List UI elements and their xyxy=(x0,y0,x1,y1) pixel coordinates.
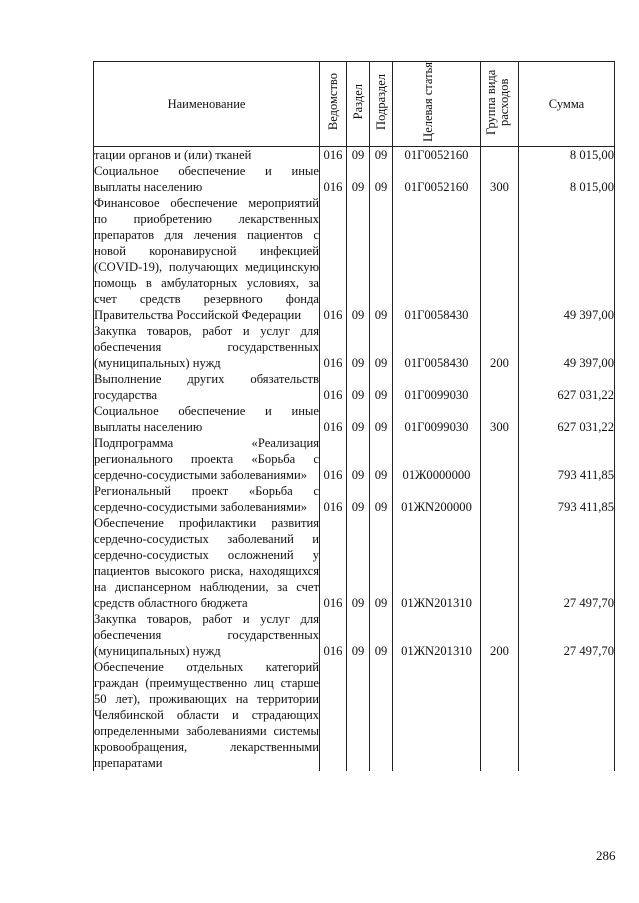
cell-dept: 016 xyxy=(320,435,347,483)
cell-sum: 8 015,00 xyxy=(519,147,615,164)
header-dept-label: Ведомство xyxy=(325,73,340,131)
cell-target: 01ЖN201310 xyxy=(393,515,481,611)
cell-name: тации органов и (или) тканей xyxy=(94,147,320,164)
cell-expense-group: 200 xyxy=(481,611,519,659)
table-body xyxy=(94,147,615,772)
cell-sum: 627 031,22 xyxy=(519,403,615,435)
header-dept xyxy=(320,62,347,147)
cell-target: 01Г0052160 xyxy=(393,147,481,164)
cell-section: 09 xyxy=(347,163,370,195)
cell-section: 09 xyxy=(347,195,370,323)
cell-expense-group xyxy=(481,435,519,483)
header-section xyxy=(347,62,370,147)
cell-expense-group xyxy=(481,483,519,515)
table-row xyxy=(94,515,615,611)
header-subsection xyxy=(370,62,393,147)
cell-target: 01Г0099030 xyxy=(393,371,481,403)
cell-dept: 016 xyxy=(320,163,347,195)
cell-dept: 016 xyxy=(320,323,347,371)
cell-sum: 627 031,22 xyxy=(519,371,615,403)
cell-section: 09 xyxy=(347,435,370,483)
cell-target: 01Г0099030 xyxy=(393,403,481,435)
cell-subsection: 09 xyxy=(370,323,393,371)
table-row xyxy=(94,611,615,659)
cell-target: 01Г0052160 xyxy=(393,163,481,195)
cell-sum: 793 411,85 xyxy=(519,435,615,483)
cell-subsection xyxy=(370,659,393,771)
cell-target xyxy=(393,659,481,771)
cell-target: 01ЖN200000 xyxy=(393,483,481,515)
cell-expense-group xyxy=(481,371,519,403)
cell-expense-group: 300 xyxy=(481,403,519,435)
cell-name: Финансовое обеспечение мероприятий по приобретению лекарственных препаратов для лечения пациентов с новой коронавирусной инфекцией (COVID-19), получающих медицинскую помощь в амбулаторных условиях, за счет средств резервного фонда Правительства Российской Федерации xyxy=(94,196,319,322)
cell-name: Социальное обеспечение и иные выплаты населению xyxy=(94,404,319,434)
cell-subsection: 09 xyxy=(370,371,393,403)
cell-name: Подпрограмма «Реализация регионального проекта «Борьба с сердечно-сосудистыми заболеваниями» xyxy=(94,436,319,482)
cell-subsection: 09 xyxy=(370,195,393,323)
table-row xyxy=(94,323,615,371)
cell-expense-group xyxy=(481,515,519,611)
cell-subsection: 09 xyxy=(370,163,393,195)
cell-subsection: 09 xyxy=(370,515,393,611)
cell-subsection: 09 xyxy=(370,147,393,164)
cell-dept: 016 xyxy=(320,515,347,611)
page-number: 286 xyxy=(596,848,616,863)
cell-expense-group: 200 xyxy=(481,323,519,371)
cell-sum: 27 497,70 xyxy=(519,515,615,611)
header-target xyxy=(393,62,481,147)
cell-name: Закупка товаров, работ и услуг для обеспечения государственных (муниципальных) нужд xyxy=(94,324,319,370)
cell-target: 01ЖN201310 xyxy=(393,611,481,659)
cell-expense-group xyxy=(481,147,519,164)
header-target-label: Целевая статья xyxy=(420,62,435,142)
cell-dept: 016 xyxy=(320,147,347,164)
header-sum: Сумма xyxy=(519,62,615,147)
cell-dept: 016 xyxy=(320,483,347,515)
table-header-row xyxy=(94,62,615,147)
cell-sum xyxy=(519,659,615,771)
header-name: Наименование xyxy=(94,62,320,147)
cell-dept xyxy=(320,659,347,771)
table-row xyxy=(94,435,615,483)
cell-sum: 8 015,00 xyxy=(519,163,615,195)
header-section-label: Раздел xyxy=(350,84,365,120)
budget-table xyxy=(93,61,615,771)
cell-sum: 49 397,00 xyxy=(519,323,615,371)
cell-section xyxy=(347,659,370,771)
cell-dept: 016 xyxy=(320,371,347,403)
cell-expense-group xyxy=(481,659,519,771)
table-row xyxy=(94,483,615,515)
cell-target: 01Г0058430 xyxy=(393,323,481,371)
cell-name: Выполнение других обязательств государства xyxy=(94,372,319,402)
table-row xyxy=(94,163,615,195)
cell-name: Обеспечение отдельных категорий граждан (преимущественно лиц старше 50 лет), проживающих на территории Челябинской области и страдающих определенными заболеваниями системы кровообращения, лекарственными препаратами xyxy=(94,660,319,770)
cell-section: 09 xyxy=(347,147,370,164)
cell-sum: 793 411,85 xyxy=(519,483,615,515)
cell-sum: 49 397,00 xyxy=(519,195,615,323)
table-row xyxy=(94,147,615,164)
cell-name: Закупка товаров, работ и услуг для обеспечения государственных (муниципальных) нужд xyxy=(94,612,319,658)
cell-section: 09 xyxy=(347,483,370,515)
cell-expense-group xyxy=(481,195,519,323)
cell-expense-group: 300 xyxy=(481,163,519,195)
cell-dept: 016 xyxy=(320,611,347,659)
cell-target: 01Ж0000000 xyxy=(393,435,481,483)
cell-subsection: 09 xyxy=(370,435,393,483)
cell-subsection: 09 xyxy=(370,611,393,659)
header-expense-group xyxy=(481,62,519,147)
cell-section: 09 xyxy=(347,403,370,435)
cell-name: Региональный проект «Борьба с сердечно-сосудистыми заболеваниями» xyxy=(94,484,319,514)
table-row xyxy=(94,403,615,435)
table-row xyxy=(94,195,615,323)
cell-sum: 27 497,70 xyxy=(519,611,615,659)
cell-dept: 016 xyxy=(320,195,347,323)
cell-section: 09 xyxy=(347,323,370,371)
table-row xyxy=(94,371,615,403)
header-subsection-label: Подраздел xyxy=(373,74,388,130)
cell-section: 09 xyxy=(347,371,370,403)
cell-name: Обеспечение профилактики развития сердечно-сосудистых заболеваний и сердечно-сосудистых осложнений у пациентов высокого риска, находящихся на диспансерном наблюдении, за счет средств областного бюджета xyxy=(94,516,319,610)
cell-subsection: 09 xyxy=(370,483,393,515)
cell-target: 01Г0058430 xyxy=(393,195,481,323)
cell-section: 09 xyxy=(347,611,370,659)
header-expense-group-label: Группа вида расходов xyxy=(483,69,511,135)
cell-section: 09 xyxy=(347,515,370,611)
cell-name: Социальное обеспечение и иные выплаты населению xyxy=(94,164,319,194)
cell-subsection: 09 xyxy=(370,403,393,435)
cell-dept: 016 xyxy=(320,403,347,435)
table-row xyxy=(94,659,615,771)
